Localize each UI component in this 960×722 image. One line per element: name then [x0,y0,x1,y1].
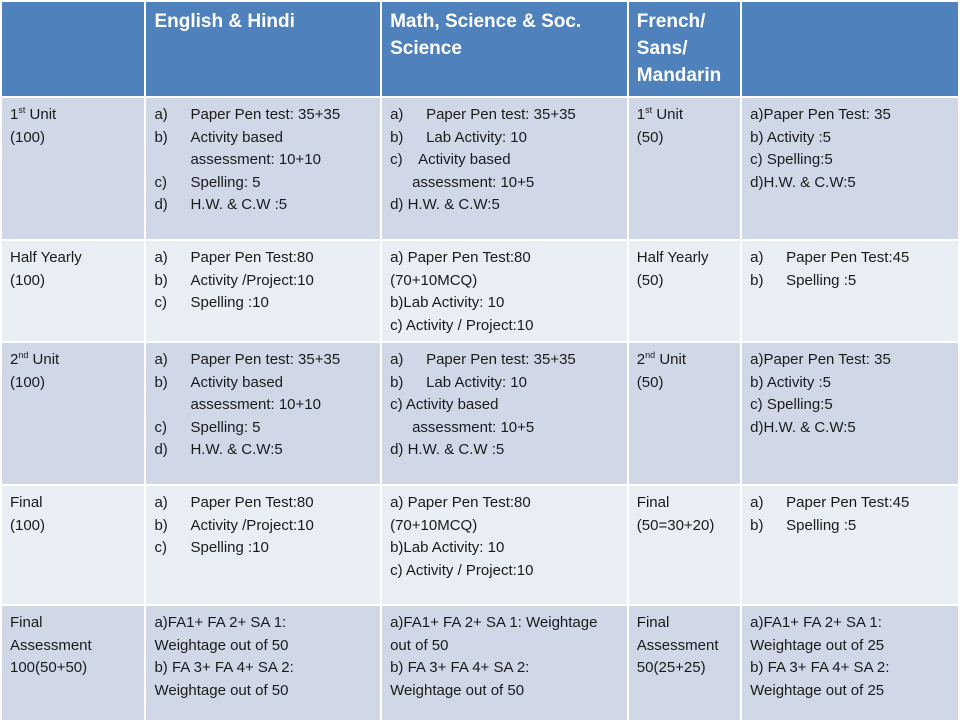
finalassess-label-line: Final [10,614,43,631]
final-label-marks: (100) [10,516,46,534]
header-english-hindi: English & Hindi [145,1,381,97]
list-item: a) Paper Pen test: 35+35 [154,351,341,368]
list-item: d) H.W. & C.W :5 [390,441,505,458]
unit2-label [1,342,145,485]
list-item: (70+10MCQ) [390,516,478,534]
half-label [1,240,145,342]
list-item: b) Activity based [154,373,284,391]
half-label-text: Half Yearly [10,249,82,266]
list-item: a) Paper Pen Test:80 [154,249,314,266]
list-item: d)H.W. & C.W:5 [750,173,856,191]
final-lang-label [628,485,741,605]
final-label-text: Final [10,494,43,511]
unit1-label-marks: (100) [10,128,46,146]
finalassess-label-line: 100(50+50) [10,659,88,676]
list-item: Weightage out of 50 [154,636,289,654]
list-item: a)FA1+ FA 2+ SA 1: [750,614,882,631]
list-item: b) Activity :5 [750,373,832,391]
unit1-math [381,97,628,240]
finalassess-lang-detail [741,605,959,721]
list-item: c) Activity / Project:10 [390,316,534,334]
unit2-english [145,342,381,485]
list-item: Weightage out of 50 [390,681,525,699]
unit2-lang-label [628,342,741,485]
list-item: a) Paper Pen Test:45 [750,249,910,266]
finalassess-lang-line: Final [636,614,670,631]
unit2-lang-num: 2 [636,351,646,368]
half-lang-label [628,240,741,342]
unit1-lang-detail [741,97,959,240]
unit1-label-num: 1 [10,106,19,123]
list-item: b)Lab Activity: 10 [390,539,505,556]
list-item: b) Activity /Project:10 [154,516,314,534]
list-item: c) Spelling: 5 [154,418,261,436]
half-label-marks: (100) [10,271,46,289]
list-item: c) Activity / Project:10 [390,561,534,579]
list-item: c) Activity based [390,151,511,168]
row-unit1 [1,97,959,240]
header-lang-line1: French/ [636,11,706,32]
list-item: b) Activity /Project:10 [154,271,314,289]
half-math [381,240,628,342]
finalassess-math [381,605,628,721]
finalassess-label-line: Assessment [10,636,92,654]
unit1-lang-text: Unit [652,106,683,123]
list-item: a) Paper Pen test: 35+35 [390,106,576,123]
final-lang-text: Final [636,494,670,511]
list-item: Weightage out of 25 [750,636,885,654]
final-math [381,485,628,605]
list-item: a)FA1+ FA 2+ SA 1: Weightage [390,614,598,631]
unit2-lang-detail [741,342,959,485]
list-item: a) Paper Pen Test:80 [154,494,314,511]
list-item: b) Activity based [154,128,284,146]
list-item: b)Lab Activity: 10 [390,294,505,311]
unit1-label-sup: st [18,105,26,115]
half-lang-detail [741,240,959,342]
finalassess-label [1,605,145,721]
list-item: c) Spelling:5 [750,151,833,168]
list-item: c) Spelling:5 [750,396,833,413]
finalassess-english [145,605,381,721]
list-item: c) Spelling :10 [154,294,269,311]
list-item: d) H.W. & C.W:5 [154,441,283,458]
list-item: a) Paper Pen test: 35+35 [390,351,576,368]
list-item: a) Paper Pen Test:45 [750,494,910,511]
header-math-line1: Math, Science & Soc. [390,11,582,32]
list-item: a) Paper Pen test: 35+35 [154,106,341,123]
unit1-label-text: Unit [25,106,57,123]
half-lang-marks: (50) [636,271,664,289]
final-lang-marks: (50=30+20) [636,516,715,534]
finalassess-lang-label [628,605,741,721]
unit2-lang-marks: (50) [636,373,664,391]
list-item: b) FA 3+ FA 4+ SA 2: [750,659,890,676]
unit2-lang-sup: nd [645,350,656,360]
list-item: c) Activity based [390,396,499,413]
unit1-lang-marks: (50) [636,128,664,146]
unit1-lang-label [628,97,741,240]
list-item: a)FA1+ FA 2+ SA 1: [154,614,287,631]
header-blank-cell [1,1,145,97]
unit1-lang-sup: st [645,105,653,115]
list-item: a) Paper Pen Test:80 [390,494,531,511]
unit2-label-marks: (100) [10,373,46,391]
list-item-continuation: assessment: 10+10 [190,151,321,168]
final-label [1,485,145,605]
list-item: out of 50 [390,636,449,654]
list-item: d)H.W. & C.W:5 [750,418,856,436]
header-row [1,1,959,97]
list-item-continuation: assessment: 10+5 [412,173,535,191]
half-english [145,240,381,342]
list-item: a)Paper Pen Test: 35 [750,106,891,123]
list-item: c) Spelling :10 [154,539,269,556]
list-item: b) Lab Activity: 10 [390,373,527,391]
header-blank-cell-right [741,1,959,97]
unit2-label-text: Unit [28,351,60,368]
header-math-line2: Science [390,38,462,59]
header-languages [628,1,741,97]
list-item: b) Lab Activity: 10 [390,128,527,146]
unit2-lang-text: Unit [655,351,686,368]
list-item: b) Spelling :5 [750,271,857,289]
list-item: b) FA 3+ FA 4+ SA 2: [390,659,530,676]
unit2-label-num: 2 [10,351,19,368]
row-final [1,485,959,605]
list-item: Weightage out of 25 [750,681,885,699]
list-item: b) Spelling :5 [750,516,857,534]
list-item: b) Activity :5 [750,128,832,146]
header-lang-line3: Mandarin [636,65,722,86]
header-lang-line2: Sans/ [636,38,688,59]
list-item: (70+10MCQ) [390,271,478,289]
final-english [145,485,381,605]
list-item: d) H.W. & C.W :5 [154,196,288,213]
unit1-english [145,97,381,240]
list-item: d) H.W. & C.W:5 [390,196,500,213]
unit2-math [381,342,628,485]
list-item: b) FA 3+ FA 4+ SA 2: [154,659,294,676]
list-item-continuation: assessment: 10+10 [190,396,321,413]
row-unit2 [1,342,959,485]
list-item: a)Paper Pen Test: 35 [750,351,891,368]
row-half-yearly [1,240,959,342]
list-item: Weightage out of 50 [154,681,289,699]
list-item: a) Paper Pen Test:80 [390,249,531,266]
unit1-lang-num: 1 [636,106,646,123]
final-lang-detail [741,485,959,605]
list-item-continuation: assessment: 10+5 [412,418,535,436]
unit1-label [1,97,145,240]
finalassess-lang-line: 50(25+25) [636,659,706,676]
unit2-label-sup: nd [18,350,29,360]
finalassess-lang-line: Assessment [636,636,719,654]
list-item: c) Spelling: 5 [154,173,261,191]
half-lang-text: Half Yearly [636,249,709,266]
header-math-science [381,1,628,97]
row-final-assessment [1,605,959,721]
